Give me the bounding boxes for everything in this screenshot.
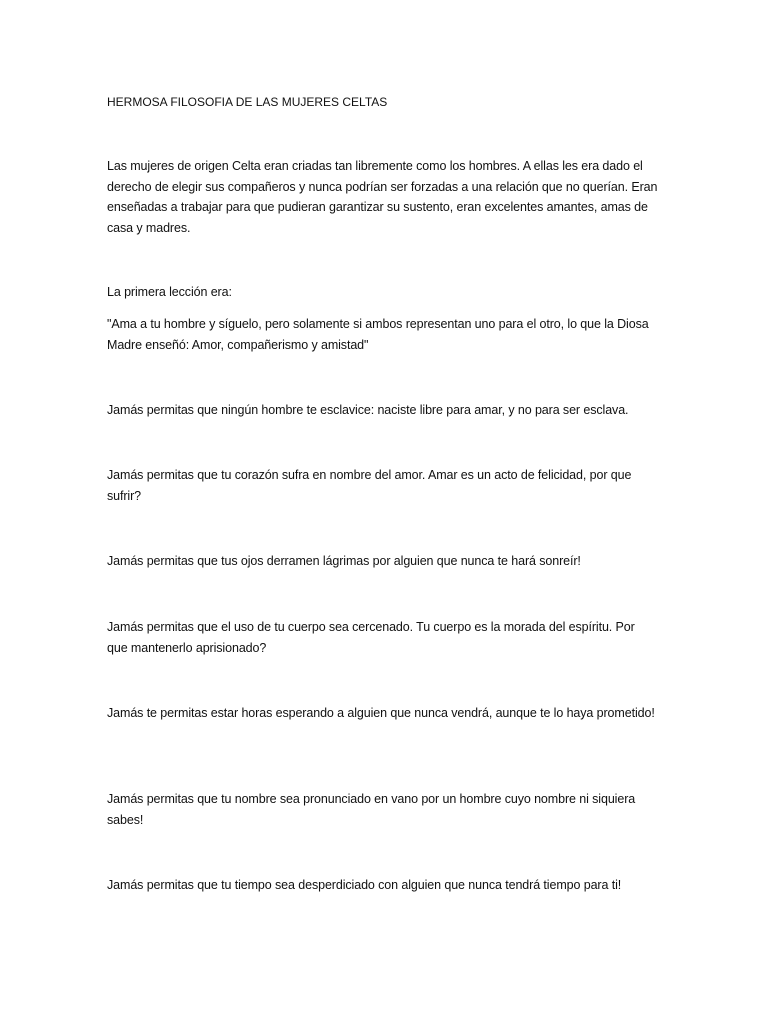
intro-paragraph: Las mujeres de origen Celta eran criadas tan libremente como los hombres. A ellas les era dado el derecho de elegir sus compañeros y nunca podrían ser forzadas a una relación que no querían. Eran enseñadas a trabajar para que pudieran garantizar su sustento, eran excelentes amantes, amas de casa y madres. — [107, 159, 658, 235]
lesson-paragraph-7: Jamás permitas que tu tiempo sea desperdiciado con alguien que nunca tendrá tiempo para ti! — [107, 878, 622, 892]
lesson-paragraph-6: Jamás permitas que tu nombre sea pronunciado en vano por un hombre cuyo nombre ni siquiera sabes! — [107, 792, 636, 827]
lesson-paragraph-3: Jamás permitas que tus ojos derramen lágrimas por alguien que nunca te hará sonreír! — [107, 554, 581, 568]
lesson-paragraph-5: Jamás te permitas estar horas esperando a alguien que nunca vendrá, aunque te lo haya prometido! — [107, 706, 655, 720]
first-lesson-label: La primera lección era: — [107, 285, 232, 299]
document-title: HERMOSA FILOSOFIA DE LAS MUJERES CELTAS — [107, 95, 388, 109]
lesson-paragraph-1: Jamás permitas que ningún hombre te esclavice: naciste libre para amar, y no para ser esclava. — [107, 403, 629, 417]
lesson-paragraph-2: Jamás permitas que tu corazón sufra en nombre del amor. Amar es un acto de felicidad, por que sufrir? — [107, 468, 632, 503]
lesson-paragraph-4: Jamás permitas que el uso de tu cuerpo sea cercenado. Tu cuerpo es la morada del espíritu. Por que mantenerlo aprisionado? — [107, 620, 635, 655]
first-lesson-quote: "Ama a tu hombre y síguelo, pero solamente si ambos representan uno para el otro, lo que la Diosa Madre enseñó: Amor, compañerismo y amistad" — [107, 317, 649, 352]
